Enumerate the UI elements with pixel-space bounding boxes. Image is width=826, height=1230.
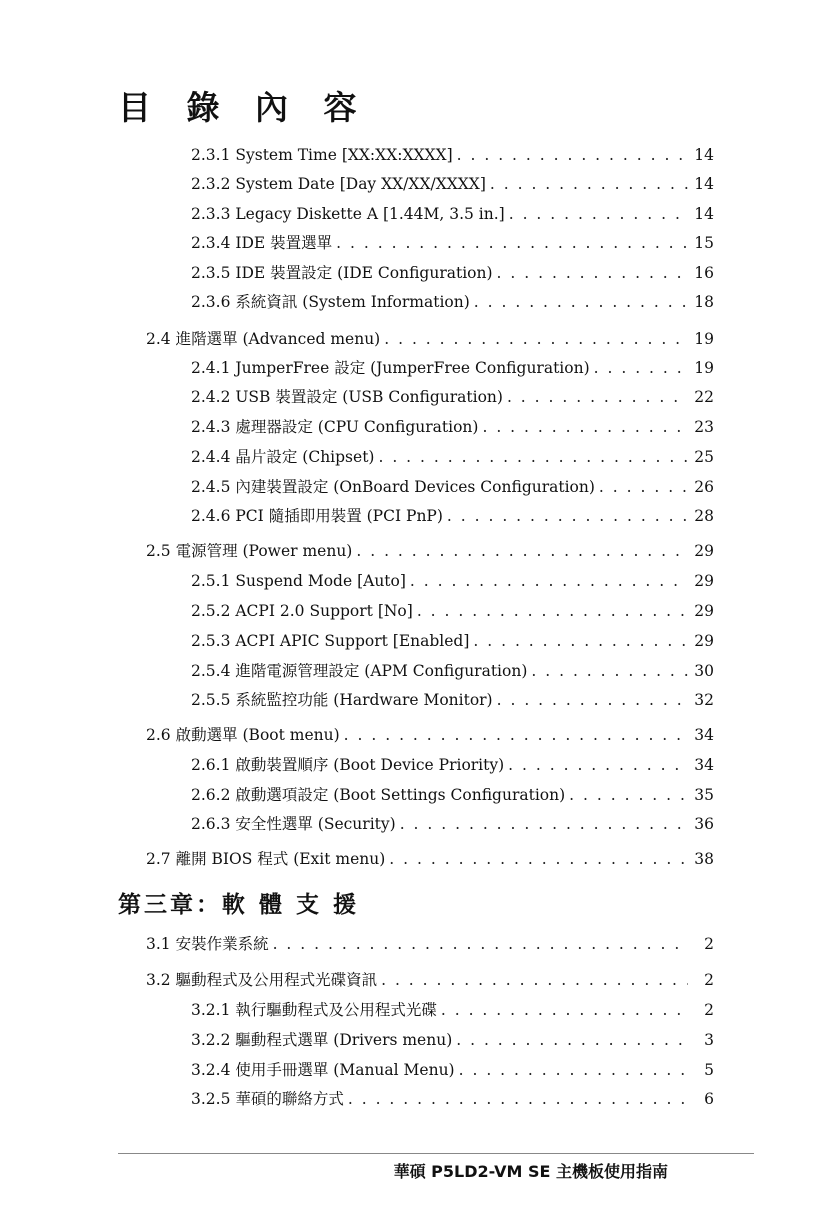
dot-leader (459, 1058, 688, 1082)
toc-entry-page-number: 29 (694, 542, 714, 560)
toc-subsection-entry (191, 629, 714, 653)
toc-entry-title: 2.4 進階選單 (Advanced menu) (146, 330, 381, 348)
toc-entry-page-number: 14 (694, 205, 714, 223)
toc-entry-title: 2.3.2 System Date [Day XX/XX/XXXX] (191, 175, 486, 193)
toc-subsection-entry (191, 1058, 714, 1082)
toc-entry-page-number: 34 (694, 756, 714, 774)
dot-leader (508, 753, 688, 777)
toc-subsection-entry (191, 385, 714, 409)
toc-entry-title: 3.2.1 執行驅動程式及公用程式光碟 (191, 1001, 437, 1019)
toc-entry-page-number: 29 (694, 572, 714, 590)
dot-leader (348, 1087, 688, 1111)
toc-subsection-entry (191, 688, 714, 712)
toc-entry-title: 3.1 安裝作業系統 (146, 935, 269, 953)
dot-leader (384, 327, 688, 351)
toc-entry-page-number: 18 (694, 293, 714, 311)
toc-entry-title: 2.4.2 USB 裝置設定 (USB Configuration) (191, 388, 503, 406)
dot-leader (474, 290, 688, 314)
toc-entry-title: 2.3.1 System Time [XX:XX:XXXX] (191, 146, 453, 164)
toc-entry-title: 2.3.5 IDE 裝置設定 (IDE Configuration) (191, 264, 493, 282)
toc-entry-title: 2.5.3 ACPI APIC Support [Enabled] (191, 632, 470, 650)
toc-entry-title: 2.5.1 Suspend Mode [Auto] (191, 572, 406, 590)
toc-subsection-entry (191, 1028, 714, 1052)
toc-entry-title: 2.4.5 內建裝置設定 (OnBoard Devices Configuration) (191, 478, 595, 496)
dot-leader (599, 475, 688, 499)
toc-section-entry (146, 968, 714, 992)
toc-entry-page-number: 3 (704, 1031, 714, 1049)
toc-entry-page-number: 19 (694, 359, 714, 377)
toc-entry-title: 3.2.4 使用手冊選單 (Manual Menu) (191, 1061, 455, 1079)
dot-leader (378, 445, 688, 469)
toc-entry-page-number: 2 (704, 935, 714, 953)
toc-subsection-entry (191, 356, 714, 380)
dot-leader (507, 385, 688, 409)
toc-entry-page-number: 22 (694, 388, 714, 406)
dot-leader (456, 1028, 688, 1052)
toc-entry-title: 2.5 電源管理 (Power menu) (146, 542, 353, 560)
toc-entry-title: 2.7 離開 BIOS 程式 (Exit menu) (146, 850, 386, 868)
dot-leader (344, 723, 688, 747)
toc-entry-title: 2.4.3 處理器設定 (CPU Configuration) (191, 418, 479, 436)
toc-subsection-entry (191, 569, 714, 593)
toc-section-entry (146, 539, 714, 563)
dot-leader (490, 172, 688, 196)
toc-entry-page-number: 32 (694, 691, 714, 709)
footer-text: 華碩 P5LD2-VM SE 主機板使用指南 (393, 1162, 668, 1181)
toc-subsection-entry (191, 783, 714, 807)
toc-entry-title: 2.6 啟動選單 (Boot menu) (146, 726, 340, 744)
toc-section-entry (146, 847, 714, 871)
dot-leader (482, 415, 688, 439)
toc-entry-page-number: 15 (694, 234, 714, 252)
toc-subsection-entry (191, 753, 714, 777)
dot-leader (336, 231, 688, 255)
toc-entry-page-number: 29 (694, 602, 714, 620)
toc-entry-title: 3.2.5 華碩的聯絡方式 (191, 1090, 344, 1108)
toc-entry-page-number: 5 (704, 1061, 714, 1079)
toc-entry-page-number: 30 (694, 662, 714, 680)
dot-leader (447, 504, 688, 528)
toc-entry-title: 2.5.4 進階電源管理設定 (APM Configuration) (191, 662, 528, 680)
chapter-3-heading: 第三章：軟 體 支 援 (118, 892, 360, 918)
toc-entry-page-number: 23 (694, 418, 714, 436)
dot-leader (531, 659, 688, 683)
toc-entry-title: 2.4.4 晶片設定 (Chipset) (191, 448, 375, 466)
toc-entry-page-number: 2 (704, 1001, 714, 1019)
toc-subsection-entry (191, 1087, 714, 1111)
dot-leader (273, 932, 688, 956)
toc-entry-title: 2.5.5 系統監控功能 (Hardware Monitor) (191, 691, 493, 709)
toc-subsection-entry (191, 445, 714, 469)
toc-entry-page-number: 16 (694, 264, 714, 282)
toc-entry-title: 2.4.6 PCI 隨插即用裝置 (PCI PnP) (191, 507, 443, 525)
toc-entry-title: 2.3.4 IDE 裝置選單 (191, 234, 333, 252)
toc-entry-title: 2.3.6 系統資訊 (System Information) (191, 293, 470, 311)
toc-entry-page-number: 19 (694, 330, 714, 348)
toc-entry-page-number: 28 (694, 507, 714, 525)
toc-entry-page-number: 14 (694, 175, 714, 193)
footer-divider (118, 1153, 754, 1154)
dot-leader (457, 143, 688, 167)
toc-subsection-entry (191, 659, 714, 683)
toc-entry-page-number: 14 (694, 146, 714, 164)
toc-entry-title: 2.6.2 啟動選項設定 (Boot Settings Configuration) (191, 786, 566, 804)
dot-leader (497, 688, 688, 712)
toc-entry-title: 2.6.3 安全性選單 (Security) (191, 815, 396, 833)
toc-subsection-entry (191, 998, 714, 1022)
dot-leader (389, 847, 688, 871)
toc-entry-page-number: 2 (704, 971, 714, 989)
toc-entry-title: 3.2.2 驅動程式選單 (Drivers menu) (191, 1031, 453, 1049)
toc-entry-title: 2.3.3 Legacy Diskette A [1.44M, 3.5 in.] (191, 205, 505, 223)
dot-leader (497, 261, 688, 285)
toc-entry-title: 2.5.2 ACPI 2.0 Support [No] (191, 602, 413, 620)
dot-leader (381, 968, 688, 992)
toc-entry-page-number: 36 (694, 815, 714, 833)
toc-subsection-entry (191, 504, 714, 528)
toc-section-entry (146, 723, 714, 747)
toc-section-entry (146, 327, 714, 351)
toc-entry-page-number: 25 (694, 448, 714, 466)
toc-entry-page-number: 34 (694, 726, 714, 744)
toc-entry-title: 2.4.1 JumperFree 設定 (JumperFree Configuration) (191, 359, 590, 377)
dot-leader (594, 356, 688, 380)
toc-subsection-entry (191, 415, 714, 439)
page-title: 目 錄 內 容 (118, 88, 369, 127)
toc-subsection-entry (191, 202, 714, 226)
dot-leader (441, 998, 688, 1022)
toc-entry-page-number: 6 (704, 1090, 714, 1108)
dot-leader (417, 599, 688, 623)
toc-section-entry (146, 932, 714, 956)
toc-subsection-entry (191, 290, 714, 314)
toc-entry-page-number: 26 (694, 478, 714, 496)
toc-entry-title: 2.6.1 啟動裝置順序 (Boot Device Priority) (191, 756, 505, 774)
toc-entry-page-number: 35 (694, 786, 714, 804)
toc-subsection-entry (191, 475, 714, 499)
toc-entry-title: 3.2 驅動程式及公用程式光碟資訊 (146, 971, 378, 989)
dot-leader (356, 539, 688, 563)
toc-subsection-entry (191, 261, 714, 285)
toc-subsection-entry (191, 599, 714, 623)
dot-leader (509, 202, 688, 226)
toc-subsection-entry (191, 143, 714, 167)
dot-leader (569, 783, 688, 807)
dot-leader (473, 629, 688, 653)
toc-entry-page-number: 29 (694, 632, 714, 650)
toc-entry-page-number: 38 (694, 850, 714, 868)
dot-leader (400, 812, 688, 836)
toc-subsection-entry (191, 172, 714, 196)
dot-leader (410, 569, 688, 593)
toc-subsection-entry (191, 812, 714, 836)
toc-subsection-entry (191, 231, 714, 255)
